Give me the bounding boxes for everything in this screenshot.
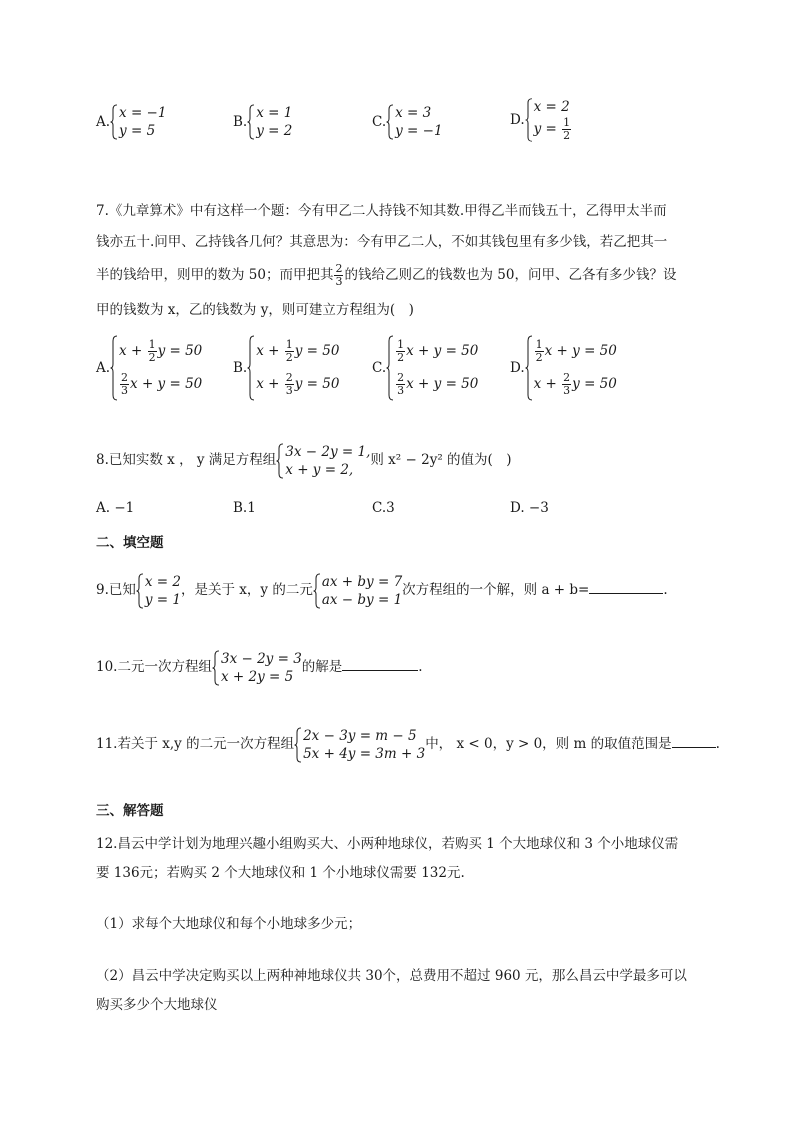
equation-system: [247, 335, 339, 401]
q12-line-2: 要 136元；若购买 2 个大地球仪和 1 个小地球仪需要 132元.: [96, 865, 465, 881]
equation-system: [247, 104, 292, 140]
equation-row: [534, 335, 617, 368]
text-segment: 次方程组的一个解，则 a + b=: [402, 582, 590, 598]
equation-row: 3x − 2y = 1,: [285, 443, 371, 460]
equation-row: [395, 368, 478, 401]
fraction: [396, 339, 405, 364]
answer-blank[interactable]: [672, 733, 716, 748]
equation-row: [119, 368, 202, 401]
option-label: B.: [233, 360, 248, 376]
text-segment: 中， x < 0，y > 0，则 m 的取值范围是: [425, 736, 672, 752]
equation-term: x +: [256, 376, 284, 392]
q8-option-b[interactable]: B.1: [233, 500, 256, 516]
fraction: [535, 339, 544, 364]
text-segment: ，是关于 x，y 的二元: [181, 582, 313, 598]
answer-blank[interactable]: [342, 656, 418, 671]
equation-row: y = −1: [395, 123, 443, 139]
q7-option-c[interactable]: [372, 335, 478, 401]
q7-line-1: 7.《九章算术》中有这样一个题：今有甲乙二人持钱不知其数.甲得乙半而钱五十，乙得甲太半而: [96, 203, 667, 219]
equation-term: x +: [119, 343, 147, 359]
equation-row: x = 3: [395, 105, 432, 121]
equation-system: [110, 104, 166, 140]
equation-term: x + y = 50: [406, 343, 479, 359]
numerator: 1: [535, 338, 543, 351]
numerator: 2: [563, 371, 571, 384]
fraction: [562, 372, 571, 397]
numerator: 1: [148, 338, 156, 351]
fraction: [148, 339, 157, 364]
q7-line-3: [96, 263, 676, 288]
q7-option-d[interactable]: [510, 335, 617, 401]
text-segment: 半的钱给甲，则甲的数为 50；而甲把其: [96, 267, 334, 283]
q6-option-c[interactable]: [372, 104, 443, 140]
equation-row: y = 2: [256, 123, 293, 139]
equation-system: [525, 335, 617, 401]
denominator: 2: [148, 351, 156, 364]
equation-term: y = 50: [157, 343, 203, 359]
equation-row: x + y = 2,: [285, 461, 354, 478]
equation-row: ax + by = 7: [321, 573, 403, 590]
text-segment: .: [663, 582, 668, 598]
fraction: [334, 263, 343, 288]
equation-system: [136, 573, 181, 609]
denominator: 2: [285, 351, 293, 364]
option-label: B.: [233, 114, 248, 130]
equation-system: [386, 335, 478, 401]
numerator: 2: [397, 371, 405, 384]
equation-system: [276, 443, 370, 479]
denominator: 3: [563, 384, 571, 397]
denominator: 2: [397, 351, 405, 364]
text-segment: 的钱给乙则乙的钱数也为 50，问甲、乙各有多少钱？设: [344, 267, 677, 283]
equation-row: x = −1: [119, 105, 167, 121]
q7-line-4: 甲的钱数为 x，乙的钱数为 y，则可建立方程组为( ): [96, 302, 414, 318]
q8-option-c[interactable]: C.3: [372, 500, 395, 516]
text-segment: .: [418, 659, 423, 675]
equation-term: y =: [533, 121, 562, 137]
fraction: [285, 372, 294, 397]
text-segment: 9.已知: [96, 582, 136, 598]
equation-term: y = 50: [294, 376, 340, 392]
equation-row: x = 2: [533, 99, 570, 115]
numerator: 1: [397, 338, 405, 351]
equation-term: x + y = 50: [130, 376, 203, 392]
equation-system: [313, 573, 402, 609]
q12-line-1: 12.昌云中学计划为地理兴趣小组购买大、小两种地球仪，若购买 1 个大地球仪和 3 个小地球仪需: [96, 836, 679, 852]
fraction: [120, 372, 129, 397]
numerator: 2: [285, 371, 293, 384]
equation-system: [525, 98, 573, 142]
option-label: A.: [96, 360, 111, 376]
equation-row: x = 2: [144, 573, 181, 590]
numerator: 1: [563, 116, 571, 129]
q7-option-a[interactable]: [96, 335, 202, 401]
option-label: D.: [510, 112, 525, 128]
equation-term: x +: [256, 343, 284, 359]
text-segment: 8.已知实数 x ， y 满足方程组: [96, 452, 277, 468]
equation-row: y = 5: [119, 123, 156, 139]
denominator: 3: [121, 384, 129, 397]
fraction: [396, 372, 405, 397]
equation-row: x + 2y = 5: [220, 668, 294, 685]
denominator: 2: [535, 351, 543, 364]
equation-row: [119, 335, 202, 368]
equation-row: [256, 335, 339, 368]
q8-stem: [96, 440, 512, 480]
equation-system: [212, 650, 302, 686]
text-segment: 则 x² − 2y² 的值为( ): [370, 452, 512, 468]
section-heading-fill-in: 二、填空题: [96, 535, 164, 551]
answer-blank[interactable]: [589, 579, 663, 594]
equation-term: y = 50: [572, 376, 617, 392]
q11-stem: [96, 724, 720, 764]
equation-row: 3x − 2y = 3: [220, 650, 302, 667]
text-segment: 的解是: [301, 659, 343, 675]
denominator: 2: [563, 129, 571, 142]
text-segment: 10.二元一次方程组: [96, 659, 212, 675]
numerator: 1: [285, 338, 293, 351]
q8-option-a[interactable]: A. −1: [96, 500, 135, 516]
q6-option-a[interactable]: [96, 104, 166, 140]
equation-term: x + y = 50: [406, 376, 479, 392]
equation-term: y = 50: [294, 343, 340, 359]
q6-option-b[interactable]: [233, 104, 292, 140]
q12-part-1: （1）求每个大地球仪和每个小地球多少元；: [96, 916, 362, 932]
equation-row: [395, 335, 478, 368]
q9-stem: [96, 570, 668, 610]
denominator: 3: [397, 384, 405, 397]
section-heading-solve: 三、解答题: [96, 803, 164, 819]
fraction: [562, 117, 571, 142]
q7-option-b[interactable]: [233, 335, 339, 401]
denominator: 3: [335, 275, 343, 288]
equation-row: [534, 117, 573, 142]
q8-option-d[interactable]: D. −3: [510, 500, 549, 516]
q10-stem: [96, 647, 423, 687]
text-segment: 11.若关于 x,y 的二元一次方程组: [96, 736, 295, 752]
equation-row: y = 1: [144, 591, 182, 608]
equation-term: x + y = 50: [544, 343, 617, 359]
equation-term: x +: [533, 376, 562, 392]
equation-row: [534, 368, 617, 401]
equation-row: x = 1: [256, 105, 293, 121]
equation-row: 2x − 3y = m − 5: [303, 727, 417, 744]
equation-row: 5x + 4y = 3m + 3: [303, 745, 426, 762]
q12-part-2-line-2: 购买多少个大地球仪: [96, 997, 218, 1013]
fraction: [285, 339, 294, 364]
option-label: D.: [510, 360, 525, 376]
numerator: 2: [121, 371, 129, 384]
q7-line-2: 钱亦五十.问甲、乙持钱各几何？其意思为：今有甲乙二人，不如其钱包里有多少钱，若乙把其一: [96, 234, 668, 250]
equation-row: [256, 368, 339, 401]
option-label: A.: [96, 114, 111, 130]
q12-part-2-line-1: （2）昌云中学决定购买以上两种神地球仪共 30个，总费用不超过 960 元，那么昌云中学最多可以: [96, 968, 687, 984]
q6-option-d[interactable]: [510, 98, 572, 142]
equation-system: [386, 104, 442, 140]
denominator: 3: [285, 384, 293, 397]
option-label: C.: [372, 114, 387, 130]
text-segment: .: [715, 736, 720, 752]
option-label: C.: [372, 360, 387, 376]
equation-system: [110, 335, 202, 401]
equation-system: [294, 727, 425, 763]
numerator: 2: [335, 262, 343, 275]
equation-row: ax − by = 1: [321, 591, 403, 608]
